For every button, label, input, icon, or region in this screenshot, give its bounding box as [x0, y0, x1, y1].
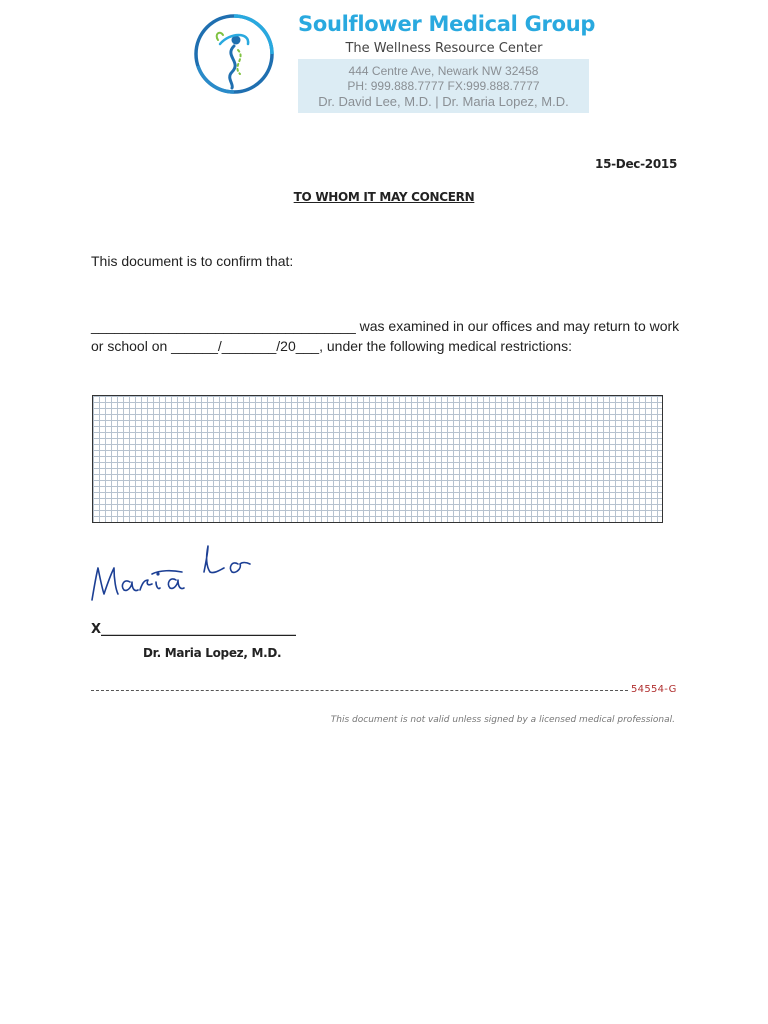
- salutation-heading: TO WHOM IT MAY CONCERN: [293, 190, 475, 204]
- doctors-text: Dr. David Lee, M.D. | Dr. Maria Lopez, M.D.: [318, 94, 569, 109]
- paragraph-line-2: or school on ______/_______/20___, under the following medical restrictions:: [91, 338, 572, 354]
- organization-name: Soulflower Medical Group: [298, 12, 596, 36]
- organization-tagline: The Wellness Resource Center: [345, 41, 543, 56]
- contact-info-box: [298, 59, 589, 113]
- medical-restrictions-grid-box: [92, 395, 663, 523]
- validity-disclaimer: This document is not valid unless signed by a licensed medical professional.: [330, 715, 675, 725]
- signing-doctor-name: Dr. Maria Lopez, M.D.: [143, 646, 282, 660]
- signature-line: X______________________________: [91, 622, 297, 637]
- intro-text: This document is to confirm that:: [91, 253, 294, 269]
- handwritten-signature: [86, 538, 276, 608]
- address-text: 444 Centre Ave, Newark NW 32458: [348, 64, 539, 78]
- dashed-divider: [91, 690, 628, 691]
- document-code: 54554-G: [631, 684, 677, 695]
- soulflower-logo-icon: [190, 10, 278, 100]
- phone-fax-text: PH: 999.888.7777 FX:999.888.7777: [347, 79, 540, 93]
- confirmation-paragraph: [91, 316, 691, 356]
- letter-date: 15-Dec-2015: [595, 157, 677, 171]
- paragraph-line-1: __________________________________ was examined in our offices and may return to work: [91, 318, 680, 334]
